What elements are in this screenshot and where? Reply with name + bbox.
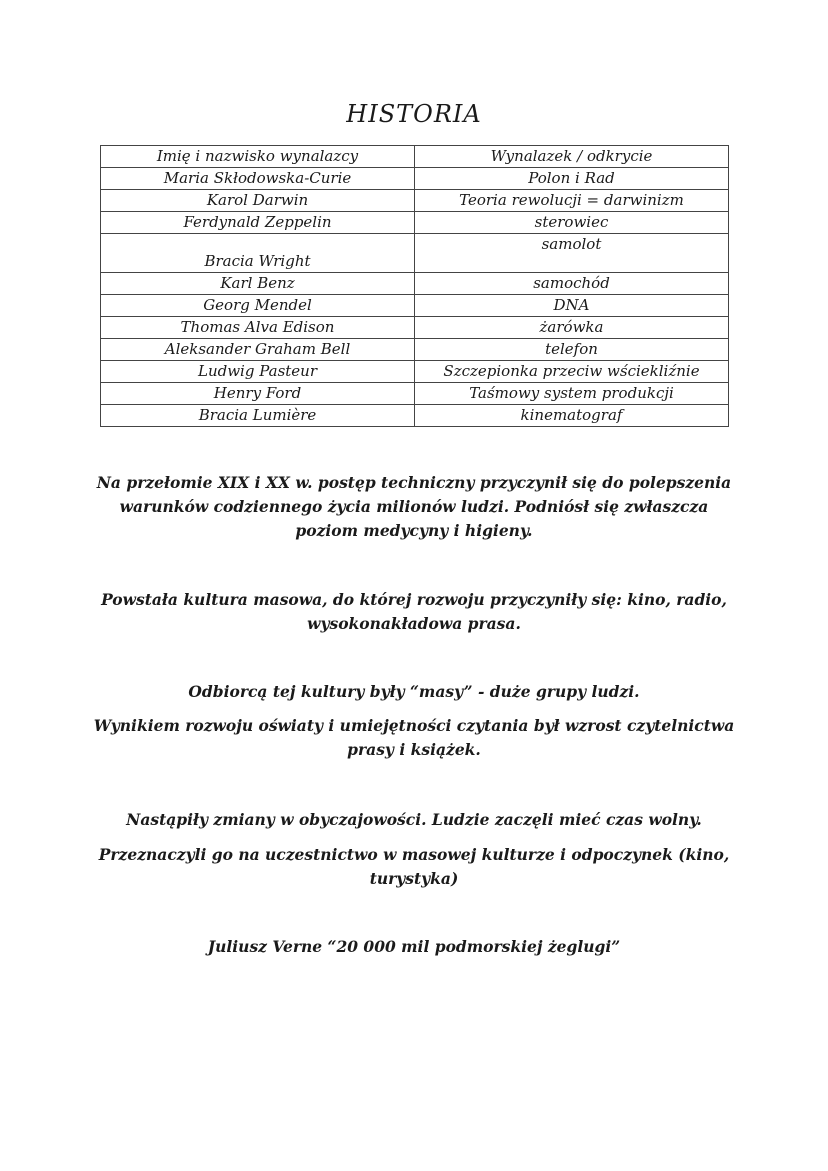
table-row [101,212,729,234]
invention-cell: sterowiec [415,212,729,234]
invention-cell: telefon [415,339,729,361]
header-invention: Wynalazek / odkrycie [415,146,729,168]
paragraph-progress: Na przełomie XIX i XX w. postęp techniczny przyczynił się do polepszenia warunków codziennego życia milionów ludzi. Podniósł się zwłaszcza poziom medycyny i higieny. [96,473,732,540]
invention-cell: żarówka [415,317,729,339]
inventor-cell: Georg Mendel [101,295,415,317]
table-row [101,295,729,317]
inventor-cell: Karl Benz [101,273,415,295]
table-row [101,168,729,190]
inventor-cell: Aleksander Graham Bell [101,339,415,361]
table-row [101,190,729,212]
paragraph-education: Wynikiem rozwoju oświaty i umiejętności czytania był wzrost czytelnictwa prasy i książek. [93,716,735,759]
paragraph-audience: Odbiorcą tej kultury były “masy” - duże grupy ludzi. [188,682,640,701]
table-row [101,234,729,273]
table-row [101,273,729,295]
inventor-cell: Ludwig Pasteur [101,361,415,383]
invention-cell: Szczepionka przeciw wściekliźnie [415,361,729,383]
inventions-table [100,145,729,427]
inventor-cell: Ferdynald Zeppelin [101,212,415,234]
paragraph-free-time: Przeznaczyli go na uczestnictwo w masowej kulturze i odpoczynek (kino, turystyka) [98,845,730,888]
header-inventor: Imię i nazwisko wynalazcy [101,146,415,168]
paragraph-customs: Nastąpiły zmiany w obyczajowości. Ludzie zaczęli mieć czas wolny. [126,810,702,829]
invention-cell: Teoria rewolucji = darwinizm [415,190,729,212]
invention-cell: DNA [415,295,729,317]
inventor-cell: Bracia Wright [101,234,415,273]
invention-cell: Taśmowy system produkcji [415,383,729,405]
invention-cell: samolot [415,234,729,273]
table-header-row [101,146,729,168]
invention-cell: kinematograf [415,405,729,427]
paragraph-verne: Juliusz Verne “20 000 mil podmorskiej żeglugi” [207,937,621,956]
paragraph-mass-culture: Powstała kultura masowa, do której rozwoju przyczyniły się: kino, radio, wysokonakładowa prasa. [101,590,727,633]
table-row [101,317,729,339]
page-title: HISTORIA [346,100,482,128]
table-row [101,339,729,361]
inventor-cell: Henry Ford [101,383,415,405]
table-row [101,383,729,405]
invention-cell: samochód [415,273,729,295]
table-row [101,405,729,427]
invention-cell: Polon i Rad [415,168,729,190]
inventor-cell: Bracia Lumière [101,405,415,427]
inventor-cell: Thomas Alva Edison [101,317,415,339]
inventor-cell: Maria Skłodowska-Curie [101,168,415,190]
table-row [101,361,729,383]
inventor-cell: Karol Darwin [101,190,415,212]
